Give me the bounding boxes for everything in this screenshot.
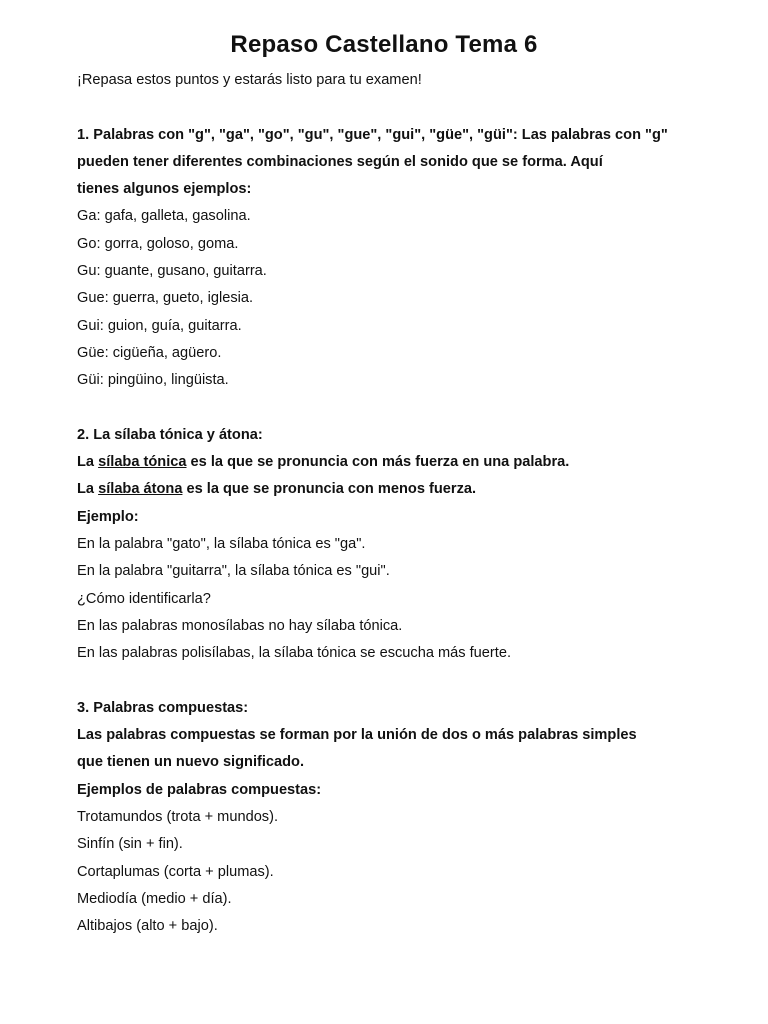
- compound-example-item: Mediodía (medio + día).: [77, 890, 232, 907]
- example-item: Gue: guerra, gueto, iglesia.: [77, 290, 254, 307]
- document-body: [77, 67, 707, 941]
- example-item: Gu: guante, gusano, guitarra.: [77, 263, 267, 280]
- compound-example-item: Altibajos (alto + bajo).: [77, 918, 218, 935]
- intro-text: ¡Repasa estos puntos y estarás listo para tu examen!: [77, 72, 422, 88]
- spacer: [77, 668, 707, 695]
- section2-line: En la palabra "gato", la sílaba tónica es "ga".: [77, 536, 366, 553]
- examples-label: Ejemplos de palabras compuestas:: [77, 781, 322, 798]
- compound-example-item: Sinfín (sin + fin).: [77, 836, 183, 853]
- section2-line: En las palabras monosílabas no hay sílaba tónica.: [77, 617, 403, 634]
- compound-example-item: Cortaplumas (corta + plumas).: [77, 863, 274, 880]
- section-palabras-compuestas: [77, 695, 707, 941]
- tonica-term: sílaba tónica: [98, 454, 187, 471]
- example-item: Go: gorra, goloso, goma.: [77, 235, 239, 252]
- tonica-pre: La: [77, 454, 99, 471]
- example-label: Ejemplo:: [77, 508, 139, 525]
- atona-term: sílaba átona: [98, 481, 183, 498]
- section-palabras-con-g: [77, 122, 707, 395]
- tonica-post: es la que se pronuncia con más fuerza en una palabra.: [186, 454, 570, 471]
- section2-line: En la palabra "guitarra", la sílaba tónica es "gui".: [77, 563, 390, 580]
- example-item: Gui: guion, guía, guitarra.: [77, 317, 242, 334]
- section2-line: En las palabras polisílabas, la sílaba tónica se escucha más fuerte.: [77, 645, 512, 662]
- page-title: Repaso Castellano Tema 6: [230, 31, 538, 58]
- example-item: Güi: pingüino, lingüista.: [77, 372, 229, 389]
- section3-definition-line: que tienen un nuevo significado.: [77, 754, 305, 771]
- section1-heading-line: 1. Palabras con "g", "ga", "go", "gu", "gue", "gui", "güe", "güi": Las palabras con "g": [77, 126, 668, 143]
- spacer: [77, 94, 707, 121]
- section1-heading-line: tienes algunos ejemplos:: [77, 181, 252, 198]
- spacer: [77, 395, 707, 422]
- section2-line: ¿Cómo identificarla?: [77, 590, 211, 607]
- section3-definition-line: Las palabras compuestas se forman por la unión de dos o más palabras simples: [77, 727, 637, 744]
- section1-heading-line: pueden tener diferentes combinaciones según el sonido que se forma. Aquí: [77, 153, 603, 170]
- example-item: Güe: cigüeña, agüero.: [77, 344, 222, 361]
- section2-heading: 2. La sílaba tónica y átona:: [77, 426, 263, 443]
- atona-post: es la que se pronuncia con menos fuerza.: [182, 481, 477, 498]
- section-silaba-tonica-atona: [77, 422, 707, 668]
- atona-pre: La: [77, 481, 99, 498]
- tonica-definition: [77, 449, 707, 476]
- compound-example-item: Trotamundos (trota + mundos).: [77, 809, 279, 826]
- example-item: Ga: gafa, galleta, gasolina.: [77, 208, 251, 225]
- atona-definition: [77, 476, 707, 503]
- section3-heading: 3. Palabras compuestas:: [77, 699, 249, 716]
